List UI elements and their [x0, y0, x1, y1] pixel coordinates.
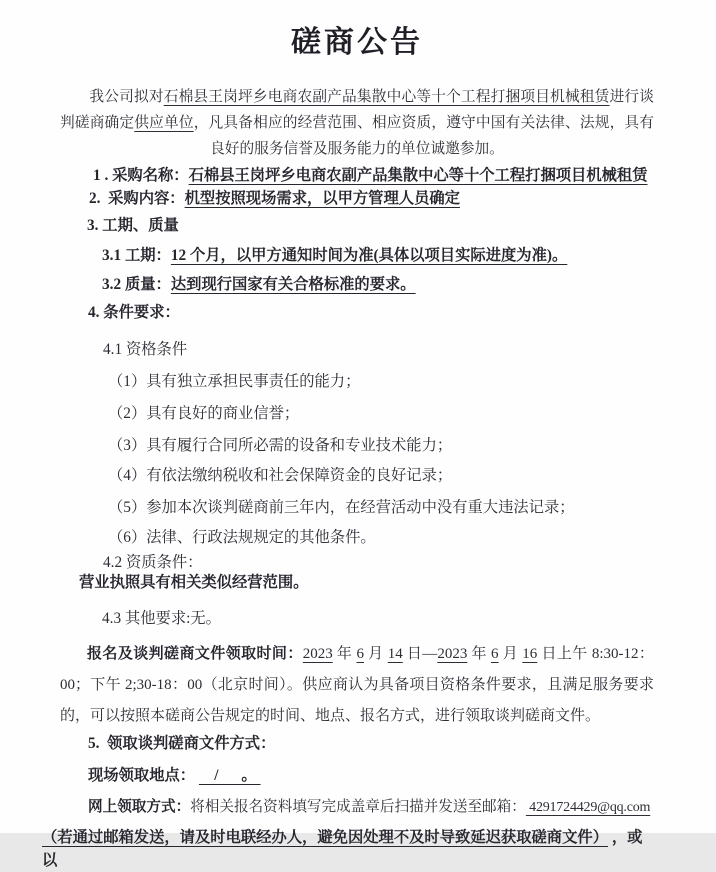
condition-5: [108, 496, 654, 519]
page-title: 磋商公告: [291, 26, 423, 59]
text-segment: （3）具有履行合同所必需的设备和专业技术能力；: [108, 437, 453, 454]
text-segment: 进行谈判磋商确定: [60, 89, 654, 131]
text-segment: 5. 领取谈判磋商文件方式：: [88, 735, 276, 752]
text-segment: 6: [491, 646, 499, 662]
condition-2: [108, 402, 654, 425]
text-segment: （6）法律、行政法规规定的其他条件。: [108, 529, 376, 546]
section-5-heading: [88, 732, 654, 755]
text-segment: / 。: [198, 767, 261, 784]
text-segment: 月: [364, 646, 388, 662]
text-segment: 2023: [302, 646, 333, 662]
text-segment: 报名及谈判磋商文件领取时间：: [87, 646, 303, 662]
text-segment: （2）具有良好的商业信誉；: [108, 405, 300, 422]
text-segment: 网上领取方式：: [88, 799, 191, 815]
text-segment: ，或以: [42, 829, 643, 869]
section-4-heading: [88, 301, 654, 324]
text-segment: 年: [467, 646, 492, 662]
section-3-heading: [87, 214, 654, 237]
business-license-note: [79, 573, 654, 593]
item-1-purchase-name: [93, 164, 654, 187]
text-segment: 将相关报名资料填写完成盖章后扫描并发送至邮箱：: [190, 799, 526, 815]
text-segment: （1）具有独立承担民事责任的能力；: [108, 373, 361, 390]
text-segment: 16: [522, 646, 538, 662]
section-3-2-quality: [102, 273, 654, 296]
text-segment: 3.2 质量：: [102, 276, 171, 293]
text-segment: 4.2 资质条件：: [103, 554, 203, 571]
text-segment: 年: [332, 646, 357, 662]
condition-4: [108, 464, 654, 487]
onsite-pickup-line: [88, 764, 654, 787]
text-segment: 日—: [402, 646, 438, 662]
text-segment: 2. 采购内容：: [89, 190, 185, 207]
condition-3: [108, 434, 654, 457]
text-segment: 6: [356, 646, 364, 662]
online-pickup-line: [88, 796, 654, 819]
text-segment: 2023: [437, 646, 468, 662]
email-note-line: [42, 826, 654, 872]
text-segment: ，凡具备相应的经营范围、相应资质，遵守中国有关法律、法规，具有良好的服务信誉及服务能力的单位诚邀参加。: [193, 115, 654, 157]
text-segment: 4.3 其他要求:无。: [102, 610, 221, 627]
text-segment: 14: [387, 646, 403, 662]
text-segment: 日上午 8:30-12：00；下午 2;30-18：00（北京时间）。供应商认为具备项目资格条件要求，且满足服务要求的，可以按照本磋商公告规定的时间、地点、报名方式，进行领取谈判磋商文件。: [60, 646, 654, 724]
text-segment: 1 . 采购名称：: [93, 167, 189, 184]
text-segment: （4）有依法缴纳税收和社会保障资金的良好记录；: [108, 467, 453, 484]
text-segment: 我公司拟对: [89, 89, 164, 105]
text-segment: 石棉县王岗坪乡电商农副产品集散中心等十个工程打捆项目机械租赁: [163, 89, 610, 105]
text-segment: 3. 工期、质量: [87, 217, 179, 234]
section-4-3-other: [102, 607, 654, 630]
text-segment: 达到现行国家有关合格标准的要求。: [170, 276, 416, 293]
registration-time-paragraph: [60, 639, 654, 732]
section-3-1-duration: [102, 244, 654, 267]
text-segment: 机型按照现场需求，以甲方管理人员确定: [184, 190, 460, 207]
text-segment: 月: [498, 646, 523, 662]
section-4-1-heading: [103, 338, 654, 361]
item-2-purchase-content: [89, 187, 654, 210]
text-segment: 石棉县王岗坪乡电商农副产品集散中心等十个工程打捆项目机械租赁: [188, 167, 648, 184]
text-segment: 现场领取地点：: [88, 767, 196, 784]
text-segment: 供应单位: [134, 115, 194, 131]
document-body: [42, 84, 654, 872]
section-4-2-heading: [103, 553, 654, 573]
text-segment: 12 个月，以甲方通知时间为准(具体以项目实际进度为准)。: [170, 247, 568, 264]
condition-1: [108, 370, 654, 393]
text-segment: 4.1 资格条件: [103, 341, 188, 358]
text-segment: （5）参加本次谈判磋商前三年内，在经营活动中没有重大违法记录；: [108, 499, 575, 516]
text-segment: （若通过邮箱发送，请及时电联经办人，避免因处理不及时导致延迟获取磋商文件）: [42, 829, 608, 846]
intro-paragraph: [60, 84, 654, 162]
text-segment: 营业执照具有相关类似经营范围。: [79, 574, 309, 591]
email-address: 4291724429@qq.com: [525, 800, 651, 815]
text-segment: 4. 条件要求：: [88, 304, 180, 321]
condition-6: [108, 526, 654, 549]
text-segment: 3.1 工期：: [102, 247, 171, 264]
